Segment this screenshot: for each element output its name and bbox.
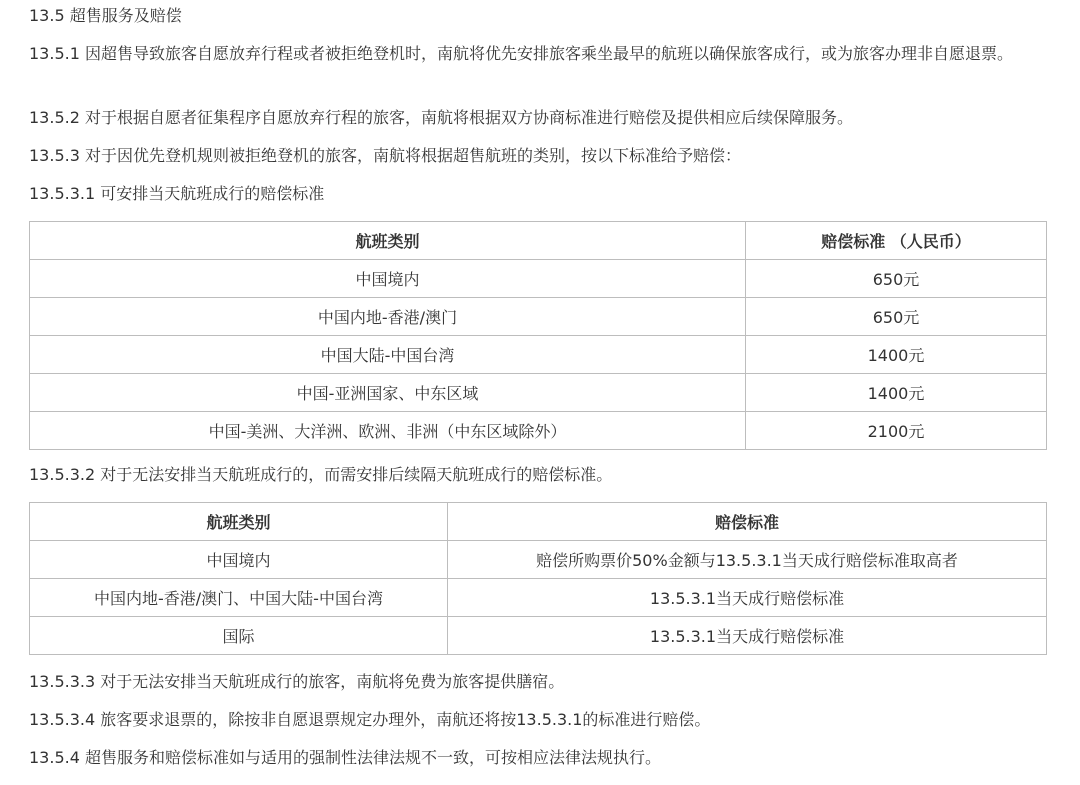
column-header-compensation: 赔偿标准 （人民币） xyxy=(746,222,1047,260)
cell-flight-category: 中国内地-香港/澳门 xyxy=(30,298,746,336)
cell-flight-category: 中国-亚洲国家、中东区域 xyxy=(30,374,746,412)
paragraph-13-5-3-2: 13.5.3.2 对于无法安排当天航班成行的，而需安排后续隔天航班成行的赔偿标准。 xyxy=(29,465,613,484)
table-header-row xyxy=(30,222,1047,260)
table-row xyxy=(30,541,1047,579)
cell-compensation: 650元 xyxy=(746,260,1047,298)
paragraph-13-5-3-1: 13.5.3.1 可安排当天航班成行的赔偿标准 xyxy=(29,184,325,203)
table-row xyxy=(30,412,1047,450)
cell-flight-category: 中国-美洲、大洋洲、欧洲、非洲（中东区域除外） xyxy=(30,412,746,450)
cell-compensation: 1400元 xyxy=(746,336,1047,374)
table-row xyxy=(30,374,1047,412)
paragraph-13-5-1: 13.5.1 因超售导致旅客自愿放弃行程或者被拒绝登机时，南航将优先安排旅客乘坐最早的航班以确保旅客成行，或为旅客办理非自愿退票。 xyxy=(29,44,1013,63)
cell-compensation: 13.5.3.1当天成行赔偿标准 xyxy=(448,617,1047,655)
cell-compensation: 赔偿所购票价50%金额与13.5.3.1当天成行赔偿标准取高者 xyxy=(448,541,1047,579)
cell-flight-category: 中国大陆-中国台湾 xyxy=(30,336,746,374)
cell-compensation: 13.5.3.1当天成行赔偿标准 xyxy=(448,579,1047,617)
cell-flight-category: 国际 xyxy=(30,617,448,655)
column-header-flight-category: 航班类别 xyxy=(30,222,746,260)
column-header-compensation: 赔偿标准 xyxy=(448,503,1047,541)
section-title: 13.5 超售服务及赔偿 xyxy=(29,6,182,25)
table-row xyxy=(30,617,1047,655)
paragraph-13-5-3: 13.5.3 对于因优先登机规则被拒绝登机的旅客，南航将根据超售航班的类别，按以下标准给予赔偿： xyxy=(29,146,741,165)
paragraph-13-5-2: 13.5.2 对于根据自愿者征集程序自愿放弃行程的旅客，南航将根据双方协商标准进行赔偿及提供相应后续保障服务。 xyxy=(29,108,853,127)
paragraph-13-5-3-4: 13.5.3.4 旅客要求退票的，除按非自愿退票规定办理外，南航还将按13.5.3.1的标准进行赔偿。 xyxy=(29,710,711,729)
paragraph-13-5-3-3: 13.5.3.3 对于无法安排当天航班成行的旅客，南航将免费为旅客提供膳宿。 xyxy=(29,672,565,691)
cell-compensation: 2100元 xyxy=(746,412,1047,450)
cell-flight-category: 中国境内 xyxy=(30,260,746,298)
table-row xyxy=(30,298,1047,336)
cell-compensation: 650元 xyxy=(746,298,1047,336)
paragraph-13-5-4: 13.5.4 超售服务和赔偿标准如与适用的强制性法律法规不一致，可按相应法律法规执行。 xyxy=(29,748,661,767)
next-day-compensation-table xyxy=(29,502,1047,655)
table-row xyxy=(30,579,1047,617)
same-day-compensation-table xyxy=(29,221,1047,450)
column-header-flight-category: 航班类别 xyxy=(30,503,448,541)
table-header-row xyxy=(30,503,1047,541)
table-row xyxy=(30,336,1047,374)
cell-flight-category: 中国境内 xyxy=(30,541,448,579)
table-row xyxy=(30,260,1047,298)
cell-compensation: 1400元 xyxy=(746,374,1047,412)
cell-flight-category: 中国内地-香港/澳门、中国大陆-中国台湾 xyxy=(30,579,448,617)
